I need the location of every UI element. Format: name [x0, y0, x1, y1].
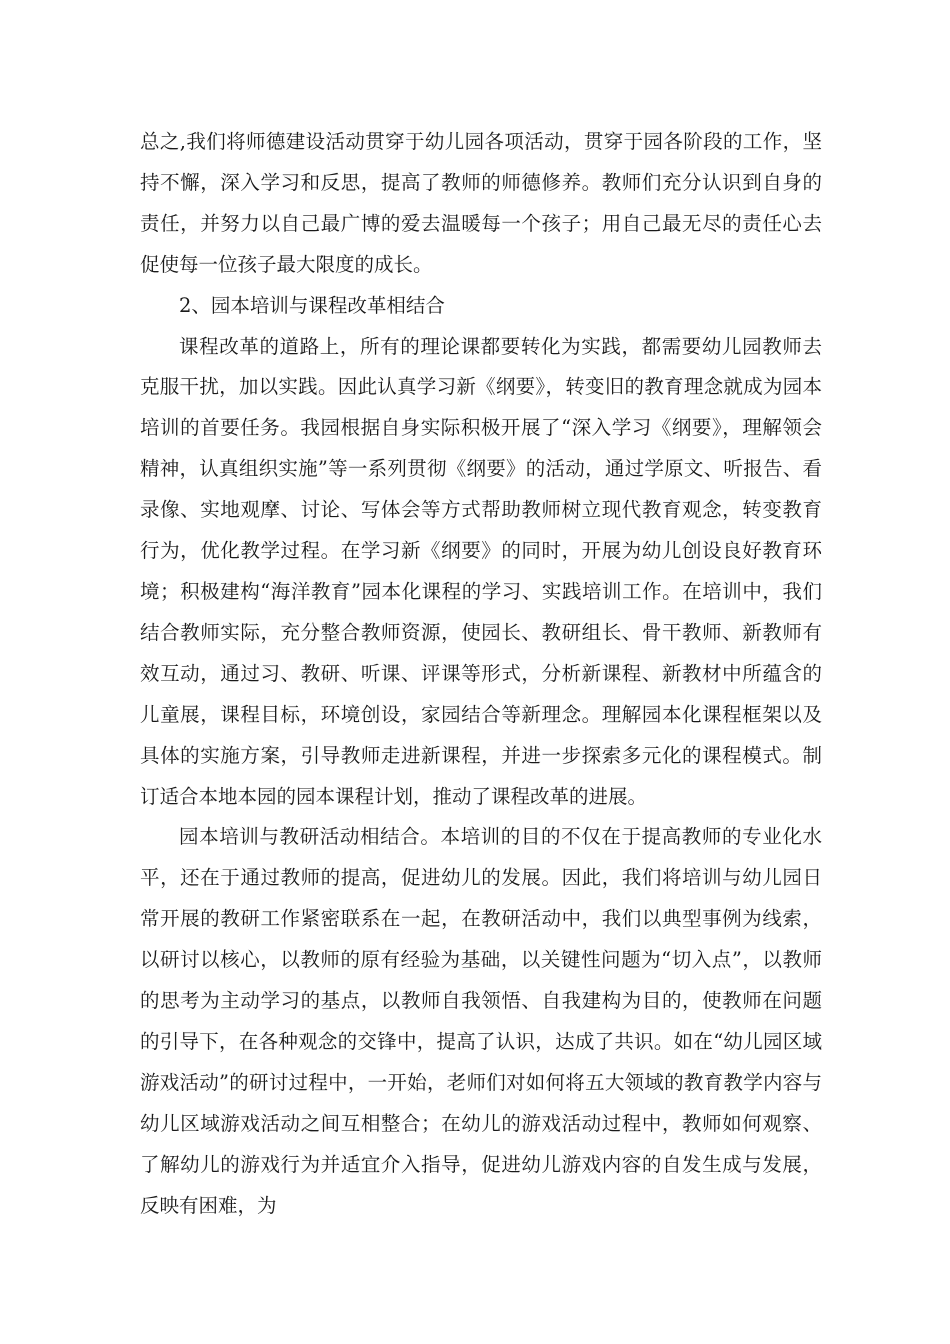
summary-paragraph: 总之,我们将师德建设活动贯穿于幼儿园各项活动，贯穿于园各阶段的工作，坚持不懈，深入学习和反思，提高了教师的师德修养。教师们充分认识到自身的责任，并努力以自己最广博的爱去温暖每一个孩子；用自己最无尽的责任心去促使每一位孩子最大限度的成长。: [140, 130, 822, 276]
document-body: [140, 122, 822, 1226]
teaching-research-paragraph: 园本培训与教研活动相结合。本培训的目的不仅在于提高教师的专业化水平，还在于通过教师的提高，促进幼儿的发展。因此，我们将培训与幼儿园日常开展的教研工作紧密联系在一起，在教研活动中，我们以典型事例为线索，以研讨以核心，以教师的原有经验为基础，以关键性问题为“切入点”，以教师的思考为主动学习的基点，以教师自我领悟、自我建构为目的，使教师在问题的引导下，在各种观念的交锋中，提高了认识，达成了共识。如在“幼儿园区域游戏活动”的研讨过程中，一开始，老师们对如何将五大领域的教育教学内容与幼儿区域游戏活动之间互相整合；在幼儿的游戏活动过程中，教师如何观察、了解幼儿的游戏行为并适宜介入指导，促进幼儿游戏内容的自发生成与发展，反映有困难，为: [140, 825, 822, 1217]
curriculum-reform-paragraph: 课程改革的道路上，所有的理论课都要转化为实践，都需要幼儿园教师去克服干扰，加以实践。因此认真学习新《纲要》，转变旧的教育理念就成为园本培训的首要任务。我园根据自身实际积极开展了“深入学习《纲要》，理解领会精神，认真组织实施”等一系列贯彻《纲要》的活动，通过学原文、听报告、看录像、实地观摩、讨论、写体会等方式帮助教师树立现代教育观念，转变教育行为，优化教学过程。在学习新《纲要》的同时，开展为幼儿创设良好教育环境；积极建构“海洋教育”园本化课程的学习、实践培训工作。在培训中，我们结合教师实际，充分整合教师资源，使园长、教研组长、骨干教师、新教师有效互动，通过习、教研、听课、评课等形式，分析新课程、新教材中所蕴含的儿童展，课程目标，环境创设，家园结合等新理念。理解园本化课程框架以及具体的实施方案，引导教师走进新课程，并进一步探索多元化的课程模式。制订适合本地本园的园本课程计划，推动了课程改革的进展。: [140, 334, 822, 808]
section-heading: 2、园本培训与课程改革相结合: [179, 293, 445, 317]
